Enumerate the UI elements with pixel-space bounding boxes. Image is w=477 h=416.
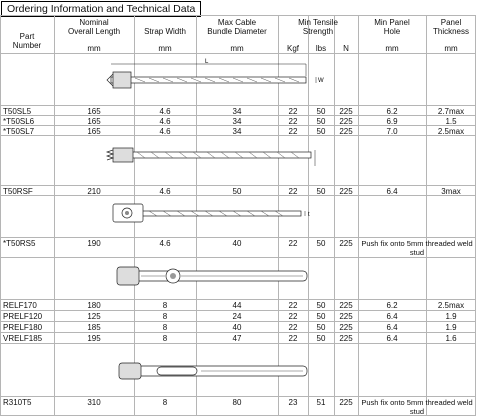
table-cell: 22 (288, 107, 298, 116)
table-cell: 310 (87, 398, 101, 407)
table-cell: 22 (288, 117, 298, 126)
table-cell: 225 (339, 117, 353, 126)
unit-length: mm (87, 44, 101, 53)
table-cell: 22 (288, 301, 298, 310)
cable-tie-stud-mount-drawing (105, 196, 340, 236)
table-cell: 225 (339, 107, 353, 116)
table-cell: 50 (316, 187, 326, 196)
table-cell: 50 (232, 187, 242, 196)
table-cell: 225 (339, 334, 353, 343)
part-number-cell: *T50SL6 (3, 117, 35, 126)
table-cell: 44 (232, 301, 242, 310)
part-number-cell: *T50SL7 (3, 127, 35, 136)
table-cell: 1.5 (445, 117, 457, 126)
table-cell: 165 (87, 127, 101, 136)
part-number-cell: T50RSF (3, 187, 33, 196)
unit-thickness: mm (444, 44, 458, 53)
table-cell: 22 (288, 187, 298, 196)
table-cell: 225 (339, 127, 353, 136)
table-cell: 8 (162, 301, 168, 310)
table-cell: 1.9 (445, 312, 457, 321)
table-cell: 2.5max (437, 127, 465, 136)
table-cell: 40 (232, 239, 242, 248)
table-cell: 185 (87, 323, 101, 332)
table-cell: 225 (339, 301, 353, 310)
cable-tie-push-mount-drawing (105, 58, 340, 102)
header-bundle: Max Cable Bundle Diameter (207, 18, 267, 36)
table-cell: 4.6 (159, 239, 171, 248)
part-number-cell: T50SL5 (3, 107, 32, 116)
part-number-cell: RELF170 (3, 301, 37, 310)
table-cell: 50 (316, 117, 326, 126)
part-number-cell: R310T5 (3, 398, 32, 407)
part-number-cell: PRELF180 (3, 323, 43, 332)
width-label: W (318, 78, 324, 84)
table-cell: 22 (288, 312, 298, 321)
table-cell: 50 (316, 127, 326, 136)
table-cell: Push fix onto 5mm threaded weld stud (361, 239, 473, 257)
table-cell: 8 (162, 334, 168, 343)
thickness-label: t (308, 212, 310, 218)
table-cell: 195 (87, 334, 101, 343)
table-cell: 225 (339, 239, 353, 248)
table-cell: 225 (339, 312, 353, 321)
table-cell: 8 (162, 323, 168, 332)
unit-kgf: Kgf (286, 44, 299, 53)
table-cell: 8 (162, 312, 168, 321)
table-cell: 6.9 (386, 117, 398, 126)
table-cell: 4.6 (159, 187, 171, 196)
table-cell: 22 (288, 334, 298, 343)
table-cell: 50 (316, 239, 326, 248)
header-thickness: Panel Thickness (432, 18, 469, 36)
table-cell: 7.0 (386, 127, 398, 136)
table-cell: 6.4 (386, 334, 398, 343)
table-cell: 4.6 (159, 127, 171, 136)
table-title: Ordering Information and Technical Data (1, 1, 201, 17)
table-cell: 6.4 (386, 312, 398, 321)
table-cell: 6.2 (386, 107, 398, 116)
table-cell: 34 (232, 117, 242, 126)
part-number-cell: PRELF120 (3, 312, 43, 321)
table-cell: 34 (232, 127, 242, 136)
table-cell: 6.4 (386, 187, 398, 196)
part-number-cell: *T50RS5 (3, 239, 36, 248)
table-cell: 22 (288, 323, 298, 332)
table-cell: 4.6 (159, 117, 171, 126)
header-length: Nominal Overall Length (67, 18, 121, 36)
table-cell: 6.2 (386, 301, 398, 310)
header-tensile: Min Tensile Strength (298, 18, 338, 36)
length-label: L (205, 59, 209, 65)
unit-bundle: mm (230, 44, 244, 53)
table-cell: 1.9 (445, 323, 457, 332)
table-cell: 34 (232, 107, 242, 116)
table-cell: 210 (87, 187, 101, 196)
releasable-cable-tie-panel-drawing (105, 258, 340, 298)
table-cell: 8 (162, 398, 168, 407)
table-cell: 50 (316, 107, 326, 116)
table-cell: 125 (87, 312, 101, 321)
header-hole: Min Panel Hole (374, 18, 410, 36)
table-cell: 225 (339, 323, 353, 332)
table-cell: 50 (316, 312, 326, 321)
table-cell: 2.7max (437, 107, 465, 116)
table-cell: 180 (87, 301, 101, 310)
ordering-table (0, 15, 476, 416)
table-cell: 50 (316, 301, 326, 310)
table-cell: 47 (232, 334, 242, 343)
unit-hole: mm (385, 44, 399, 53)
table-cell: 1.6 (445, 334, 457, 343)
table-cell: 23 (288, 398, 298, 407)
table-cell: 80 (232, 398, 242, 407)
table-cell: 22 (288, 127, 298, 136)
part-number-cell: VRELF185 (3, 334, 43, 343)
table-cell: 40 (232, 323, 242, 332)
header-part: Part Number (12, 32, 42, 50)
table-cell: 50 (316, 323, 326, 332)
table-cell: 50 (316, 334, 326, 343)
table-cell: Push fix onto 5mm threaded weld stud (361, 398, 473, 416)
table-cell: 51 (316, 398, 326, 407)
releasable-cable-tie-stud-drawing (105, 355, 340, 395)
unit-lbs: lbs (315, 44, 327, 53)
table-cell: 6.4 (386, 323, 398, 332)
unit-newton: N (343, 44, 349, 53)
table-cell: 2.5max (437, 301, 465, 310)
table-cell: 24 (232, 312, 242, 321)
table-cell: 4.6 (159, 107, 171, 116)
unit-strap: mm (158, 44, 172, 53)
table-cell: 22 (288, 239, 298, 248)
table-cell: 225 (339, 187, 353, 196)
table-cell: 165 (87, 107, 101, 116)
table-cell: 190 (87, 239, 101, 248)
table-cell: 3max (441, 187, 461, 196)
table-cell: 225 (339, 398, 353, 407)
header-strap: Strap Width (144, 27, 186, 36)
cable-tie-fir-tree-drawing (105, 138, 340, 182)
table-cell: 165 (87, 117, 101, 126)
